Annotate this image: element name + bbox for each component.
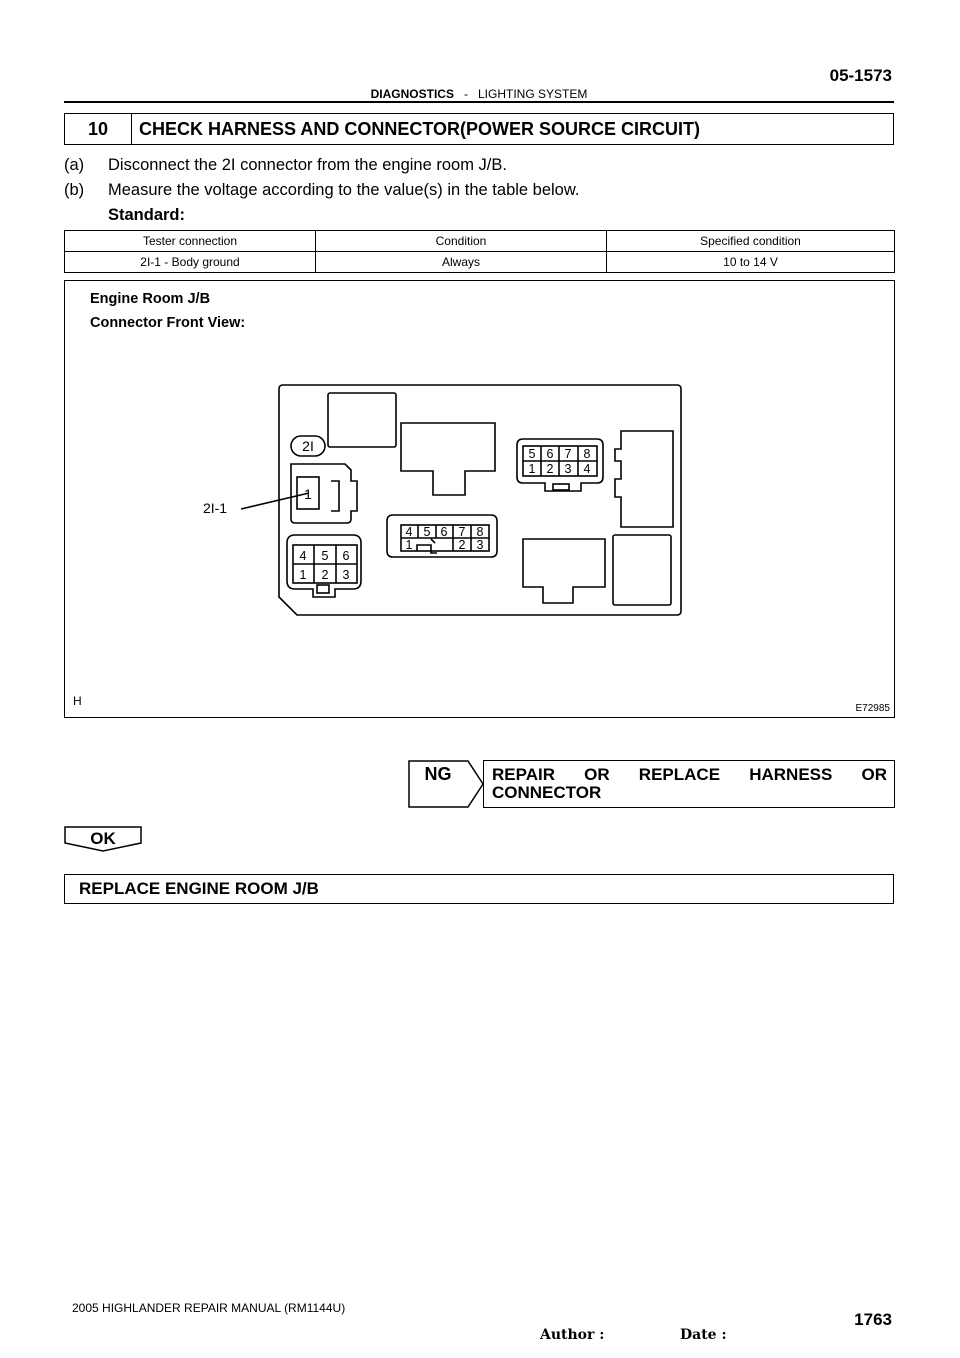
ok-action-text: REPLACE ENGINE ROOM J/B bbox=[79, 879, 319, 898]
section-name: DIAGNOSTICS bbox=[370, 87, 454, 101]
ng-action-line1: REPAIR OR REPLACE HARNESS OR bbox=[492, 765, 887, 784]
instruction-text: Measure the voltage according to the value(s) in the table below. bbox=[108, 181, 580, 199]
pin-label: 4 bbox=[299, 549, 307, 563]
pin-label: 7 bbox=[458, 525, 466, 539]
standard-label: Standard: bbox=[108, 206, 186, 224]
pin-callout-line bbox=[241, 493, 309, 509]
connector-2i bbox=[291, 464, 357, 523]
spec-cell: Always bbox=[316, 252, 607, 273]
step-number: 10 bbox=[65, 114, 132, 144]
ok-action-box bbox=[64, 874, 894, 904]
spec-header-cell: Tester connection bbox=[65, 231, 316, 252]
pin-label: 1 bbox=[528, 462, 536, 476]
pin-label: 7 bbox=[564, 447, 572, 461]
pin-label: 3 bbox=[342, 568, 350, 582]
ng-action-box bbox=[483, 760, 895, 808]
spec-header-row bbox=[65, 231, 895, 252]
pin-label: 1 bbox=[299, 568, 307, 582]
pin-label: 5 bbox=[423, 525, 431, 539]
pin-label: 6 bbox=[440, 525, 448, 539]
pin-label: 8 bbox=[476, 525, 484, 539]
spec-row bbox=[65, 252, 895, 273]
connector-2i-pin-label: 1 bbox=[304, 486, 312, 502]
header-rule bbox=[64, 101, 894, 103]
connector-2i-lock bbox=[331, 481, 339, 511]
spec-header-cell: Condition bbox=[316, 231, 607, 252]
instruction-b bbox=[64, 181, 579, 200]
pin-callout-label: 2I-1 bbox=[202, 500, 228, 516]
connector-2i-name: 2I bbox=[302, 438, 314, 454]
instruction-label: (b) bbox=[64, 181, 85, 199]
step-heading bbox=[64, 113, 894, 145]
header-separator: - bbox=[463, 87, 468, 101]
instruction-a bbox=[64, 156, 507, 175]
manual-footer: 2005 HIGHLANDER REPAIR MANUAL (RM1144U) bbox=[72, 1301, 346, 1315]
footer-page-number: 1763 bbox=[854, 1310, 892, 1329]
ng-action-line2: CONNECTOR bbox=[492, 783, 602, 802]
pin-label: 2 bbox=[458, 538, 466, 552]
pin-label: 6 bbox=[546, 447, 554, 461]
relay-block-right bbox=[615, 431, 673, 527]
figure-corner-mark: H bbox=[73, 694, 82, 708]
step-title: CHECK HARNESS AND CONNECTOR(POWER SOURCE CIRCUIT) bbox=[139, 119, 701, 139]
pin-label: 8 bbox=[583, 447, 591, 461]
running-header bbox=[64, 87, 894, 101]
instruction-text: Disconnect the 2I connector from the engine room J/B. bbox=[108, 156, 507, 174]
ok-label: OK bbox=[90, 829, 116, 848]
pin-label: 3 bbox=[476, 538, 484, 552]
spec-header-cell: Specified condition bbox=[607, 231, 895, 252]
figure-title-line1: Engine Room J/B bbox=[90, 291, 211, 307]
subsection-name: LIGHTING SYSTEM bbox=[477, 87, 588, 101]
spec-table bbox=[64, 230, 895, 273]
pin-label: 3 bbox=[564, 462, 572, 476]
pin-label: 5 bbox=[321, 549, 329, 563]
figure-title-line2: Connector Front View: bbox=[90, 315, 246, 331]
connector-figure bbox=[64, 280, 895, 718]
spec-cell: 2I-1 - Body ground bbox=[65, 252, 316, 273]
pin-label: 6 bbox=[342, 549, 350, 563]
page-number: 05-1573 bbox=[829, 66, 892, 85]
ng-label: NG bbox=[424, 763, 452, 784]
relay-block-bottom bbox=[523, 539, 605, 603]
instruction-label: (a) bbox=[64, 156, 85, 174]
date-label: Date : bbox=[680, 1327, 727, 1343]
fuse-block-bottom bbox=[613, 535, 671, 605]
pin-label: 2 bbox=[321, 568, 329, 582]
pin-label: 5 bbox=[528, 447, 536, 461]
author-label: Author : bbox=[540, 1327, 605, 1343]
pin-label: 4 bbox=[405, 525, 413, 539]
pin-label: 2 bbox=[546, 462, 554, 476]
figure-id: E72985 bbox=[855, 703, 890, 714]
relay-block bbox=[401, 423, 495, 495]
junction-block-drawing bbox=[65, 281, 894, 717]
pin-label: 1 bbox=[405, 538, 413, 552]
spec-cell: 10 to 14 V bbox=[607, 252, 895, 273]
pin-label: 4 bbox=[583, 462, 591, 476]
fuse-block bbox=[328, 393, 396, 447]
